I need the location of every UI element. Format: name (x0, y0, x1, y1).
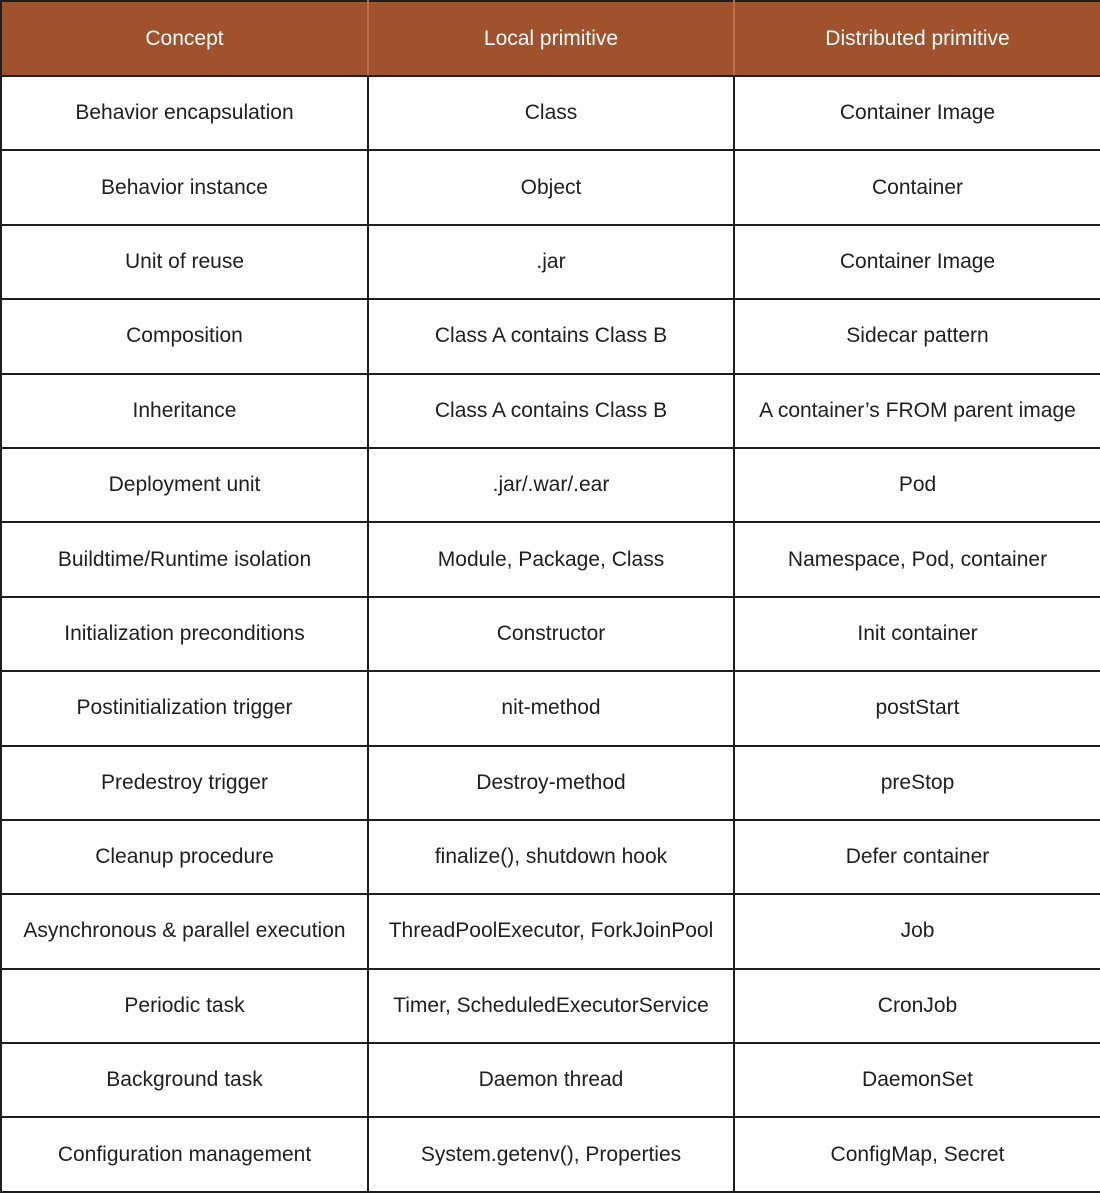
cell-concept: Behavior instance (1, 150, 368, 224)
cell-local-primitive: Module, Package, Class (368, 522, 734, 596)
cell-concept: Background task (1, 1043, 368, 1117)
table-row (1, 746, 1100, 820)
table-row (1, 150, 1100, 224)
cell-local-primitive: finalize(), shutdown hook (368, 820, 734, 894)
cell-local-primitive: Daemon thread (368, 1043, 734, 1117)
table-row (1, 597, 1100, 671)
cell-distributed-primitive: Sidecar pattern (734, 299, 1100, 373)
cell-local-primitive: Class A contains Class B (368, 374, 734, 448)
cell-distributed-primitive: CronJob (734, 969, 1100, 1043)
cell-concept: Buildtime/Runtime isolation (1, 522, 368, 596)
cell-distributed-primitive: preStop (734, 746, 1100, 820)
cell-concept: Postinitialization trigger (1, 671, 368, 745)
cell-distributed-primitive: Container (734, 150, 1100, 224)
cell-local-primitive: .jar/.war/.ear (368, 448, 734, 522)
cell-distributed-primitive: Container Image (734, 76, 1100, 150)
header-row (1, 1, 1100, 76)
cell-local-primitive: .jar (368, 225, 734, 299)
header-concept: Concept (1, 1, 368, 76)
cell-concept: Configuration management (1, 1117, 368, 1192)
cell-distributed-primitive: Container Image (734, 225, 1100, 299)
cell-concept: Unit of reuse (1, 225, 368, 299)
cell-concept: Initialization preconditions (1, 597, 368, 671)
cell-local-primitive: Constructor (368, 597, 734, 671)
cell-distributed-primitive: A container’s FROM parent image (734, 374, 1100, 448)
table-row (1, 1043, 1100, 1117)
table-row (1, 448, 1100, 522)
cell-concept: Behavior encapsulation (1, 76, 368, 150)
cell-distributed-primitive: Namespace, Pod, container (734, 522, 1100, 596)
cell-local-primitive: System.getenv(), Properties (368, 1117, 734, 1192)
table-row (1, 374, 1100, 448)
table-header (1, 1, 1100, 76)
cell-concept: Composition (1, 299, 368, 373)
cell-concept: Periodic task (1, 969, 368, 1043)
cell-concept: Asynchronous & parallel execution (1, 894, 368, 968)
header-local-primitive: Local primitive (368, 1, 734, 76)
cell-concept: Cleanup procedure (1, 820, 368, 894)
cell-concept: Inheritance (1, 374, 368, 448)
table-row (1, 522, 1100, 596)
table-row (1, 671, 1100, 745)
table-row (1, 1117, 1100, 1192)
table-row (1, 299, 1100, 373)
cell-concept: Predestroy trigger (1, 746, 368, 820)
table-row (1, 894, 1100, 968)
table-row (1, 820, 1100, 894)
cell-local-primitive: Class A contains Class B (368, 299, 734, 373)
header-distributed-primitive: Distributed primitive (734, 1, 1100, 76)
table-row (1, 969, 1100, 1043)
cell-distributed-primitive: Job (734, 894, 1100, 968)
cell-concept: Deployment unit (1, 448, 368, 522)
table-row (1, 225, 1100, 299)
cell-distributed-primitive: DaemonSet (734, 1043, 1100, 1117)
cell-distributed-primitive: ConfigMap, Secret (734, 1117, 1100, 1192)
cell-local-primitive: ThreadPoolExecutor, ForkJoinPool (368, 894, 734, 968)
cell-distributed-primitive: Pod (734, 448, 1100, 522)
cell-local-primitive: Timer, ScheduledExecutorService (368, 969, 734, 1043)
cell-local-primitive: Class (368, 76, 734, 150)
cell-local-primitive: Object (368, 150, 734, 224)
cell-local-primitive: nit-method (368, 671, 734, 745)
cell-distributed-primitive: postStart (734, 671, 1100, 745)
table-row (1, 76, 1100, 150)
cell-distributed-primitive: Defer container (734, 820, 1100, 894)
cell-distributed-primitive: Init container (734, 597, 1100, 671)
cell-local-primitive: Destroy-method (368, 746, 734, 820)
table-body (1, 76, 1100, 1192)
